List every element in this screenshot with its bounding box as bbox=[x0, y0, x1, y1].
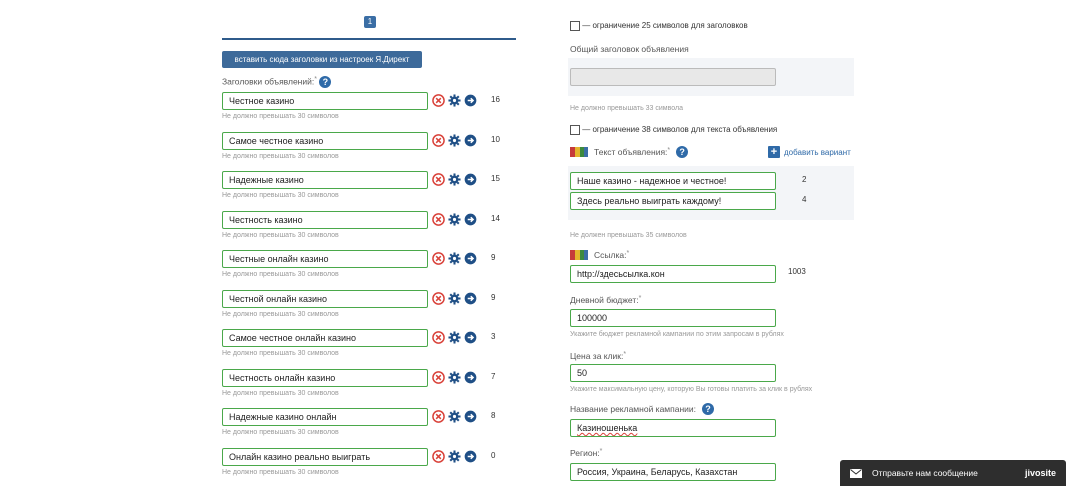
link-count: 1003 bbox=[788, 267, 806, 276]
headline-hint: Не должно превышать 30 символов bbox=[222, 192, 339, 199]
headline-actions bbox=[432, 252, 477, 265]
delete-icon[interactable] bbox=[432, 331, 445, 344]
chat-message-label: Отправьте нам сообщение bbox=[872, 468, 978, 478]
headline-actions bbox=[432, 173, 477, 186]
headline-char-count: 0 bbox=[491, 451, 496, 460]
delete-icon[interactable] bbox=[432, 450, 445, 463]
headline-actions bbox=[432, 94, 477, 107]
headline-hint: Не должно превышать 30 символов bbox=[222, 271, 339, 278]
common-headline-hint: Не должно превышать 33 символа bbox=[570, 105, 683, 112]
region-label-row bbox=[570, 448, 602, 458]
budget-hint: Укажите бюджет рекламной кампании по этим запросам в рублях bbox=[570, 331, 784, 338]
required-mark: * bbox=[626, 250, 630, 257]
headline-char-count: 9 bbox=[491, 253, 496, 262]
pagination-page-1[interactable]: 1 bbox=[364, 16, 376, 28]
envelope-icon bbox=[850, 469, 862, 478]
headline-actions bbox=[432, 213, 477, 226]
budget-label: Дневной бюджет: bbox=[570, 295, 639, 305]
headline-hint: Не должно превышать 30 символов bbox=[222, 350, 339, 357]
headline-actions bbox=[432, 292, 477, 305]
headline-input[interactable]: Самое честное онлайн казино bbox=[222, 329, 428, 347]
headline-actions bbox=[432, 410, 477, 423]
headlines-label: Заголовки объявлений: bbox=[222, 76, 315, 87]
headline-hint: Не должно превышать 30 символов bbox=[222, 113, 339, 120]
arrow-right-icon[interactable] bbox=[464, 94, 477, 107]
limit-38-row bbox=[570, 125, 777, 135]
settings-gear-icon[interactable] bbox=[448, 252, 461, 265]
ad-text-label: Текст объявления: bbox=[594, 147, 668, 157]
help-icon[interactable]: ? bbox=[319, 76, 331, 88]
link-label-row bbox=[570, 250, 629, 260]
campaign-label: Название рекламной кампании: bbox=[570, 404, 697, 414]
settings-gear-icon[interactable] bbox=[448, 331, 461, 344]
arrow-right-icon[interactable] bbox=[464, 331, 477, 344]
required-mark: * bbox=[599, 448, 603, 455]
settings-gear-icon[interactable] bbox=[448, 410, 461, 423]
headline-actions bbox=[432, 134, 477, 147]
headline-char-count: 9 bbox=[491, 293, 496, 302]
headline-char-count: 14 bbox=[491, 214, 500, 223]
headline-char-count: 10 bbox=[491, 135, 500, 144]
headline-actions bbox=[432, 450, 477, 463]
add-variant-button[interactable] bbox=[768, 146, 851, 158]
limit-38-label: — ограничение 38 символов для текста объявления bbox=[582, 125, 778, 135]
headline-hint: Не должно превышать 30 символов bbox=[222, 232, 339, 239]
headline-char-count: 8 bbox=[491, 411, 496, 420]
headlines-label-row bbox=[222, 76, 331, 88]
headline-char-count: 7 bbox=[491, 372, 496, 381]
limit-38-checkbox[interactable] bbox=[570, 125, 580, 135]
arrow-right-icon[interactable] bbox=[464, 371, 477, 384]
headline-hint: Не должно превышать 30 символов bbox=[222, 429, 339, 436]
headline-hint: Не должно превышать 30 символов bbox=[222, 311, 339, 318]
delete-icon[interactable] bbox=[432, 371, 445, 384]
cpc-label: Цена за клик: bbox=[570, 351, 624, 361]
common-headline-label: Общий заголовок объявления bbox=[570, 44, 689, 54]
headline-char-count: 3 bbox=[491, 332, 496, 341]
ad-text-hint: Не должен превышать 35 символов bbox=[570, 232, 687, 239]
settings-gear-icon[interactable] bbox=[448, 134, 461, 147]
plus-icon: + bbox=[768, 146, 780, 158]
delete-icon[interactable] bbox=[432, 94, 445, 107]
delete-icon[interactable] bbox=[432, 134, 445, 147]
headline-input[interactable]: Надежные казино bbox=[222, 171, 428, 189]
ad-text-label-row bbox=[570, 146, 688, 158]
settings-gear-icon[interactable] bbox=[448, 213, 461, 226]
headline-input[interactable]: Честные онлайн казино bbox=[222, 250, 428, 268]
insert-headlines-from-yandex-direct-button[interactable]: вставить сюда заголовки из настроек Я.Директ bbox=[222, 51, 422, 68]
add-variant-label: добавить вариант bbox=[784, 147, 851, 157]
limit-25-row bbox=[570, 21, 748, 31]
delete-icon[interactable] bbox=[432, 252, 445, 265]
settings-gear-icon[interactable] bbox=[448, 371, 461, 384]
direct-logo-icon bbox=[570, 147, 588, 157]
ad-text-count-2: 4 bbox=[802, 195, 807, 204]
settings-gear-icon[interactable] bbox=[448, 173, 461, 186]
headline-input[interactable]: Честность казино bbox=[222, 211, 428, 229]
headline-input[interactable]: Честной онлайн казино bbox=[222, 290, 428, 308]
cpc-label-row bbox=[570, 351, 626, 361]
arrow-right-icon[interactable] bbox=[464, 252, 477, 265]
common-headline-input[interactable] bbox=[570, 68, 776, 86]
campaign-name-input[interactable]: Казиношенька bbox=[570, 419, 776, 437]
help-icon[interactable]: ? bbox=[702, 403, 714, 415]
headline-input[interactable]: Онлайн казино реально выиграть bbox=[222, 448, 428, 466]
budget-label-row bbox=[570, 295, 641, 305]
ad-text-input-2[interactable]: Здесь реально выиграть каждому! bbox=[570, 192, 776, 210]
arrow-right-icon[interactable] bbox=[464, 410, 477, 423]
required-mark: * bbox=[623, 351, 627, 358]
delete-icon[interactable] bbox=[432, 410, 445, 423]
limit-25-label: — ограничение 25 символов для заголовков bbox=[582, 21, 748, 31]
headline-input[interactable]: Надежные казино онлайн bbox=[222, 408, 428, 426]
required-mark: * bbox=[314, 76, 317, 83]
region-input[interactable]: Россия, Украина, Беларусь, Казахстан bbox=[570, 463, 776, 481]
headline-actions bbox=[432, 371, 477, 384]
headline-hint: Не должно превышать 30 символов bbox=[222, 469, 339, 476]
delete-icon[interactable] bbox=[432, 213, 445, 226]
arrow-right-icon[interactable] bbox=[464, 292, 477, 305]
headline-input[interactable]: Самое честное казино bbox=[222, 132, 428, 150]
budget-input[interactable]: 100000 bbox=[570, 309, 776, 327]
cpc-input[interactable]: 50 bbox=[570, 364, 776, 382]
headline-hint: Не должно превышать 30 символов bbox=[222, 390, 339, 397]
arrow-right-icon[interactable] bbox=[464, 450, 477, 463]
arrow-right-icon[interactable] bbox=[464, 213, 477, 226]
required-mark: * bbox=[638, 295, 642, 302]
required-mark: * bbox=[667, 147, 671, 154]
arrow-right-icon[interactable] bbox=[464, 134, 477, 147]
chat-widget[interactable] bbox=[840, 460, 1066, 486]
settings-gear-icon[interactable] bbox=[448, 94, 461, 107]
headline-hint: Не должно превышать 30 символов bbox=[222, 153, 339, 160]
headline-char-count: 15 bbox=[491, 174, 500, 183]
delete-icon[interactable] bbox=[432, 292, 445, 305]
direct-logo-icon bbox=[570, 250, 588, 260]
headline-input[interactable]: Честное казино bbox=[222, 92, 428, 110]
headline-input[interactable]: Честность онлайн казино bbox=[222, 369, 428, 387]
delete-icon[interactable] bbox=[432, 173, 445, 186]
tab-underline bbox=[222, 38, 516, 40]
ad-text-input-1[interactable]: Наше казино - надежное и честное! bbox=[570, 172, 776, 190]
ad-text-count-1: 2 bbox=[802, 175, 807, 184]
settings-gear-icon[interactable] bbox=[448, 450, 461, 463]
arrow-right-icon[interactable] bbox=[464, 173, 477, 186]
help-icon[interactable]: ? bbox=[676, 146, 688, 158]
limit-25-checkbox[interactable] bbox=[570, 21, 580, 31]
settings-gear-icon[interactable] bbox=[448, 292, 461, 305]
headline-actions bbox=[432, 331, 477, 344]
link-label: Ссылка: bbox=[594, 250, 627, 260]
link-input[interactable]: http://здесьсылка.кон bbox=[570, 265, 776, 283]
headline-char-count: 16 bbox=[491, 95, 500, 104]
chat-brand-logo: jivosite bbox=[1024, 468, 1056, 478]
campaign-label-row bbox=[570, 403, 714, 415]
region-label: Регион: bbox=[570, 448, 600, 458]
cpc-hint: Укажите максимальную цену, которую Вы готовы платить за клик в рублях bbox=[570, 386, 813, 393]
